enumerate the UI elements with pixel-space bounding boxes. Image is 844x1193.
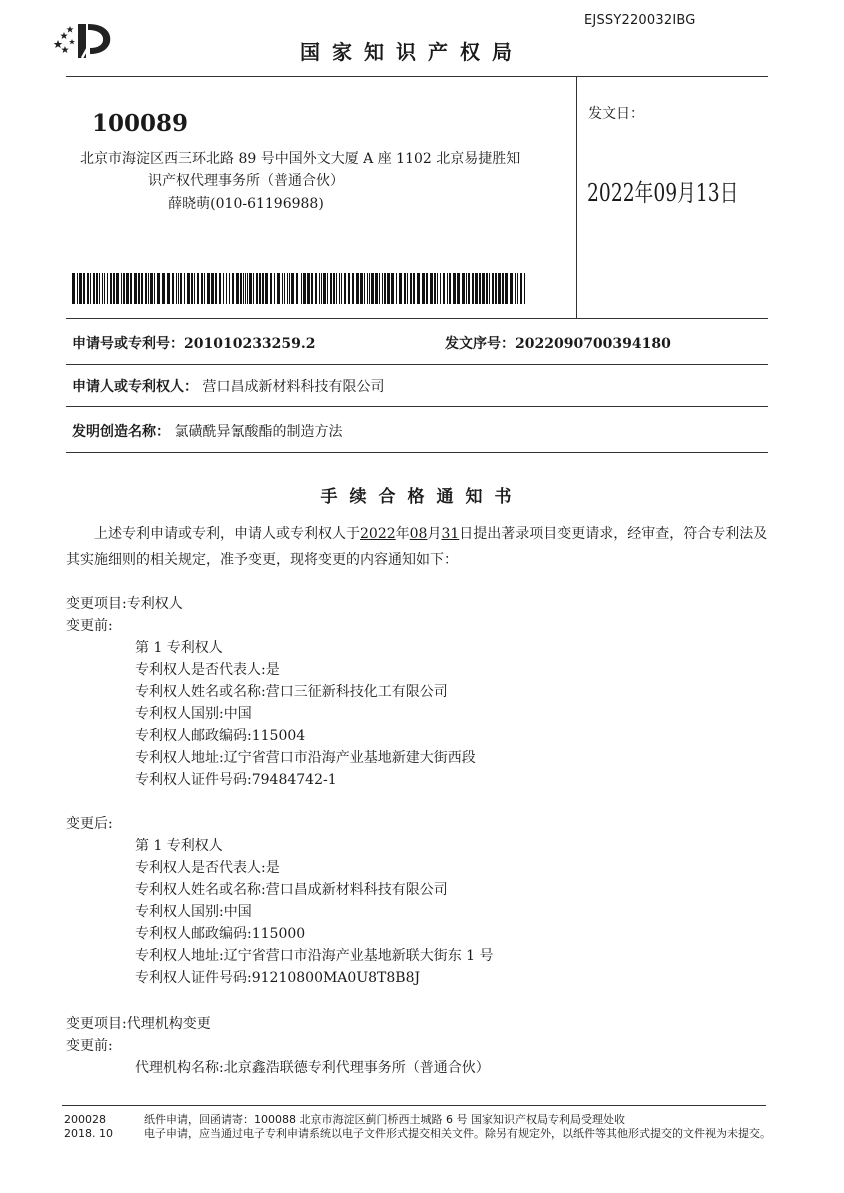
rule-after-invention: [66, 452, 768, 453]
issue-date-label: 发文日：: [588, 106, 644, 122]
serial-number-value: 2022090700394180: [515, 336, 671, 352]
request-month: 08: [409, 526, 428, 542]
before-line: 专利权人证件号码:79484742-1: [135, 772, 337, 788]
request-year: 2022: [360, 526, 396, 542]
paragraph-text-end: 日提出著录项目变更请求，经审查，符合专利法及其实施细则的相关规定，准予变更，现将变更的内容通知如下：: [66, 526, 768, 568]
application-number-value: 201010233259.2: [184, 336, 316, 352]
request-day: 31: [441, 526, 460, 542]
header-top-rule: [66, 76, 768, 77]
before-line: 专利权人地址:辽宁省营口市沿海产业基地新建大街西段: [135, 750, 476, 766]
notice-title: 手续合格通知书: [320, 487, 524, 507]
document-code: EJSSY220032IBG: [584, 13, 696, 28]
rule-after-numbers: [66, 364, 768, 365]
before-line: 专利权人姓名或名称:营口三征新科技化工有限公司: [135, 684, 448, 700]
header-bottom-rule: [66, 318, 768, 319]
office-name: 国家知识产权局: [300, 40, 524, 64]
before-line: 专利权人是否代表人:是: [135, 662, 280, 678]
after-line: 专利权人邮政编码:115000: [135, 926, 306, 942]
year-unit: 年: [395, 526, 410, 542]
footer-paper-instruction: 纸件申请，回函请寄：100088 北京市海淀区蓟门桥西土城路 6 号 国家知识产权局专利局受理处收: [144, 1113, 625, 1126]
after-line: 第 1 专利权人: [135, 838, 223, 854]
barcode-right: [301, 273, 527, 304]
before-label: 变更前:: [66, 618, 113, 634]
serial-number-label: 发文序号：: [445, 336, 515, 352]
applicant-value: 营口昌成新材料科技有限公司: [202, 379, 385, 395]
recipient-address-line1: 北京市海淀区西三环北路 89 号中国外文大厦 A 座 1102 北京易捷胜知: [80, 151, 521, 167]
before-label-2: 变更前:: [66, 1038, 113, 1054]
before-line: 第 1 专利权人: [135, 640, 223, 656]
recipient-address-line2: 识产权代理事务所（普通合伙）: [148, 173, 344, 189]
after-line: 专利权人国别:中国: [135, 904, 252, 920]
month-unit: 月: [427, 526, 442, 542]
before-agency-line: 代理机构名称:北京鑫浩联德专利代理事务所（普通合伙）: [135, 1060, 490, 1076]
applicant-label: 申请人或专利权人：: [72, 379, 198, 395]
after-line: 专利权人地址:辽宁省营口市沿海产业基地新联大街东 1 号: [135, 948, 494, 964]
barcode-left: [72, 273, 298, 304]
applicant-field: [72, 376, 384, 396]
form-number: 200028: [64, 1113, 106, 1126]
form-version: 2018. 10: [64, 1127, 113, 1140]
cnipa-logo-icon: [52, 20, 114, 62]
invention-value: 氯磺酰异氰酸酯的制造方法: [174, 424, 343, 440]
recipient-contact: 薛晓萌(010-61196988): [168, 196, 324, 212]
change-item-agency: 变更项目:代理机构变更: [66, 1016, 211, 1032]
before-line: 专利权人国别:中国: [135, 706, 252, 722]
application-number-field: [72, 333, 316, 353]
issue-date-value: 2022年09月13日: [587, 179, 739, 207]
rule-after-applicant: [66, 406, 768, 407]
change-item-patentee: 变更项目:专利权人: [66, 596, 183, 612]
paragraph-text-start: 上述专利申请或专利，申请人或专利权人于: [94, 526, 360, 542]
after-line: 专利权人是否代表人:是: [135, 860, 280, 876]
postcode: 100089: [92, 110, 189, 137]
notice-paragraph: [66, 521, 770, 573]
application-number-label: 申请号或专利号：: [72, 336, 184, 352]
footer-form-code: [64, 1113, 113, 1141]
before-line: 专利权人邮政编码:115004: [135, 728, 306, 744]
after-line: 专利权人证件号码:91210800MA0U8T8B8J: [135, 970, 421, 986]
footer-electronic-instruction: 电子申请，应当通过电子专利申请系统以电子文件形式提交相关文件。除另有规定外，以纸件等其他形式提交的文件视为未提交。: [144, 1127, 771, 1140]
footer-instructions: [144, 1113, 774, 1141]
invention-field: [72, 421, 342, 441]
invention-label: 发明创造名称：: [72, 424, 170, 440]
after-label: 变更后:: [66, 816, 113, 832]
serial-number-field: [445, 333, 671, 353]
after-line: 专利权人姓名或名称:营口昌成新材料科技有限公司: [135, 882, 448, 898]
header-divider: [576, 76, 577, 319]
footer-rule: [62, 1105, 766, 1106]
